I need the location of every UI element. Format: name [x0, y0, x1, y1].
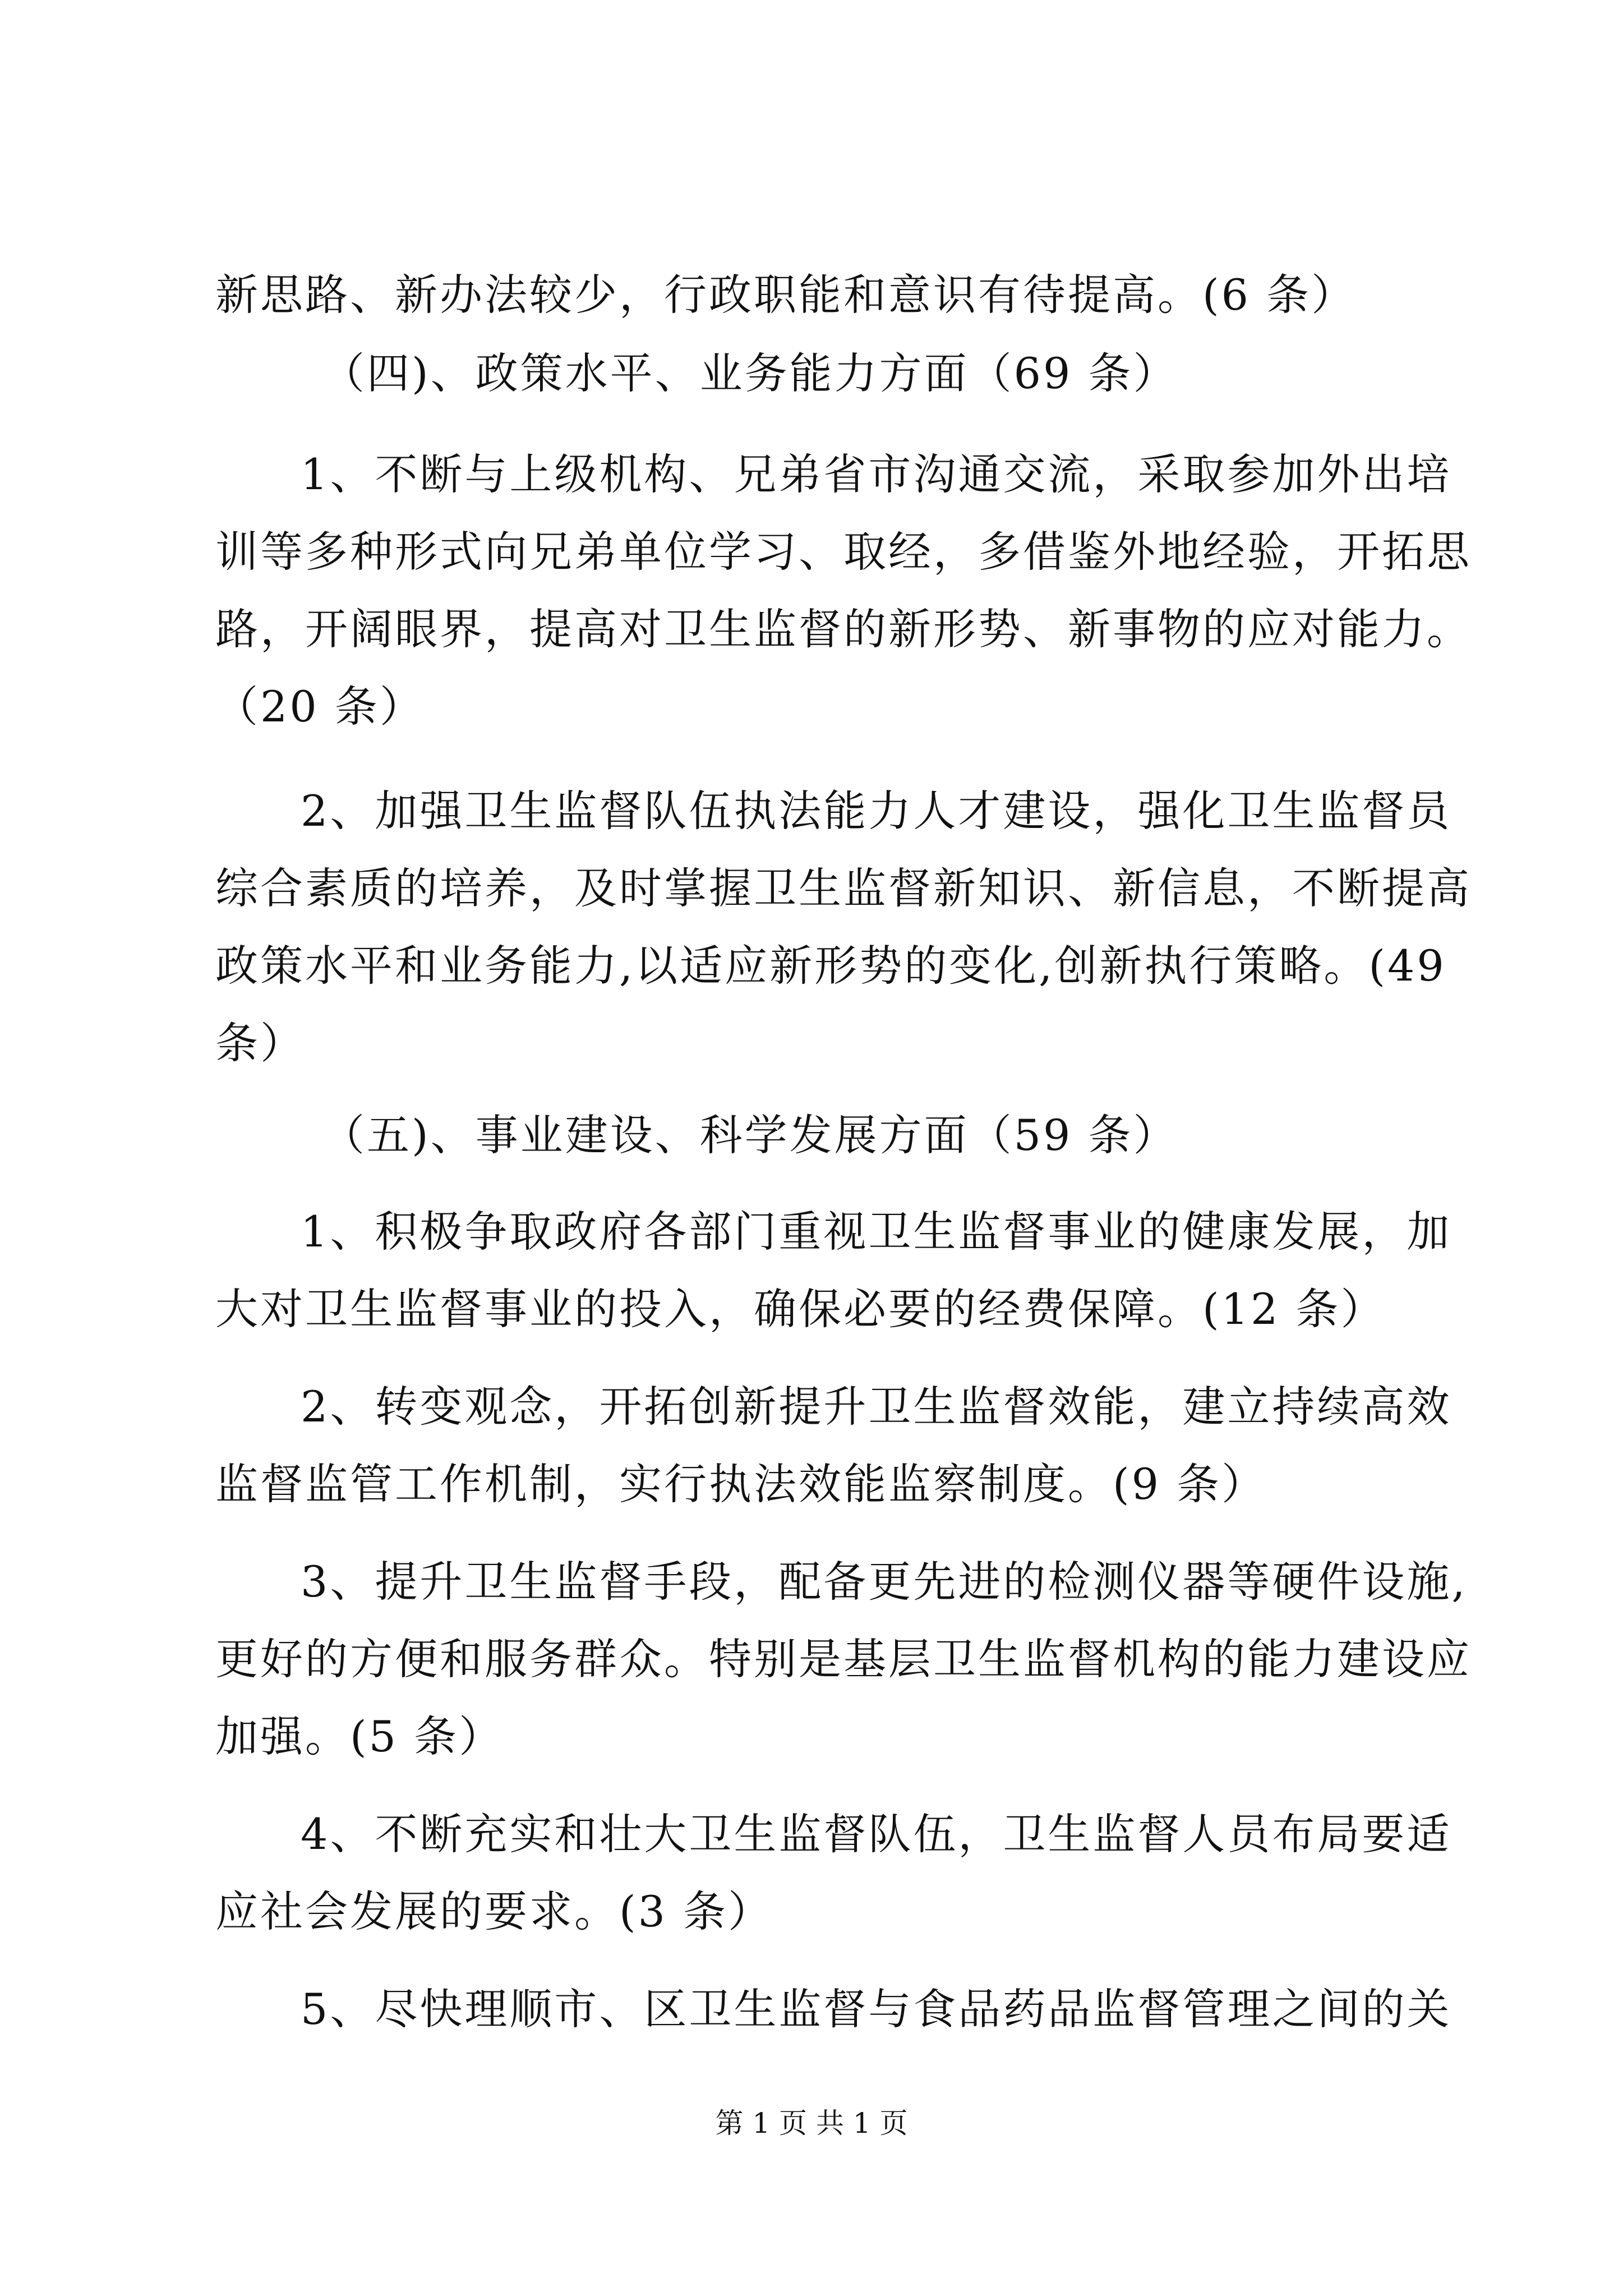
text-line: 5、尽快理顺市、区卫生监督与食品药品监督管理之间的关: [301, 1984, 1452, 2034]
text-line: 训等多种形式向兄弟单位学习、取经，多借鉴外地经验，开拓思: [215, 527, 1472, 577]
text-line: 1、积极争取政府各部门重视卫生监督事业的健康发展，加: [301, 1207, 1452, 1257]
text-line: 应社会发展的要求。(3 条）: [215, 1887, 773, 1936]
text-line: 综合素质的培养，及时掌握卫生监督新知识、新信息，不断提高: [215, 863, 1472, 913]
text-line: 加强。(5 条）: [215, 1711, 504, 1761]
text-line: 大对卫生监督事业的投入，确保必要的经费保障。(12 条）: [215, 1284, 1386, 1334]
text-line: 2、转变观念，开拓创新提升卫生监督效能，建立持续高效: [301, 1382, 1452, 1432]
text-line: 政策水平和业务能力,以适应新形势的变化,创新执行策略。(49: [215, 941, 1446, 991]
text-line: 更好的方便和服务群众。特别是基层卫生监督机构的能力建设应: [215, 1634, 1472, 1684]
text-line: 新思路、新办法较少，行政职能和意识有待提高。(6 条）: [215, 270, 1357, 320]
section-heading: （四)、政策水平、业务能力方面（69 条）: [322, 348, 1178, 398]
text-line: 3、提升卫生监督手段，配备更先进的检测仪器等硬件设施,: [301, 1557, 1468, 1607]
text-line: 1、不断与上级机构、兄弟省市沟通交流，采取参加外出培: [301, 449, 1452, 499]
text-line: 2、加强卫生监督队伍执法能力人才建设，强化卫生监督员: [301, 786, 1452, 836]
text-line: （20 条）: [215, 682, 425, 731]
text-line: 路，开阔眼界，提高对卫生监督的新形势、新事物的应对能力。: [215, 604, 1472, 654]
page-footer: 第 1 页 共 1 页: [715, 2107, 908, 2139]
section-heading: （五)、事业建设、科学发展方面（59 条）: [322, 1110, 1178, 1160]
text-line: 监督监管工作机制，实行执法效能监察制度。(9 条）: [215, 1459, 1267, 1509]
text-line: 4、不断充实和壮大卫生监督队伍，卫生监督人员布局要适: [301, 1809, 1452, 1859]
text-line: 条）: [215, 1018, 305, 1068]
